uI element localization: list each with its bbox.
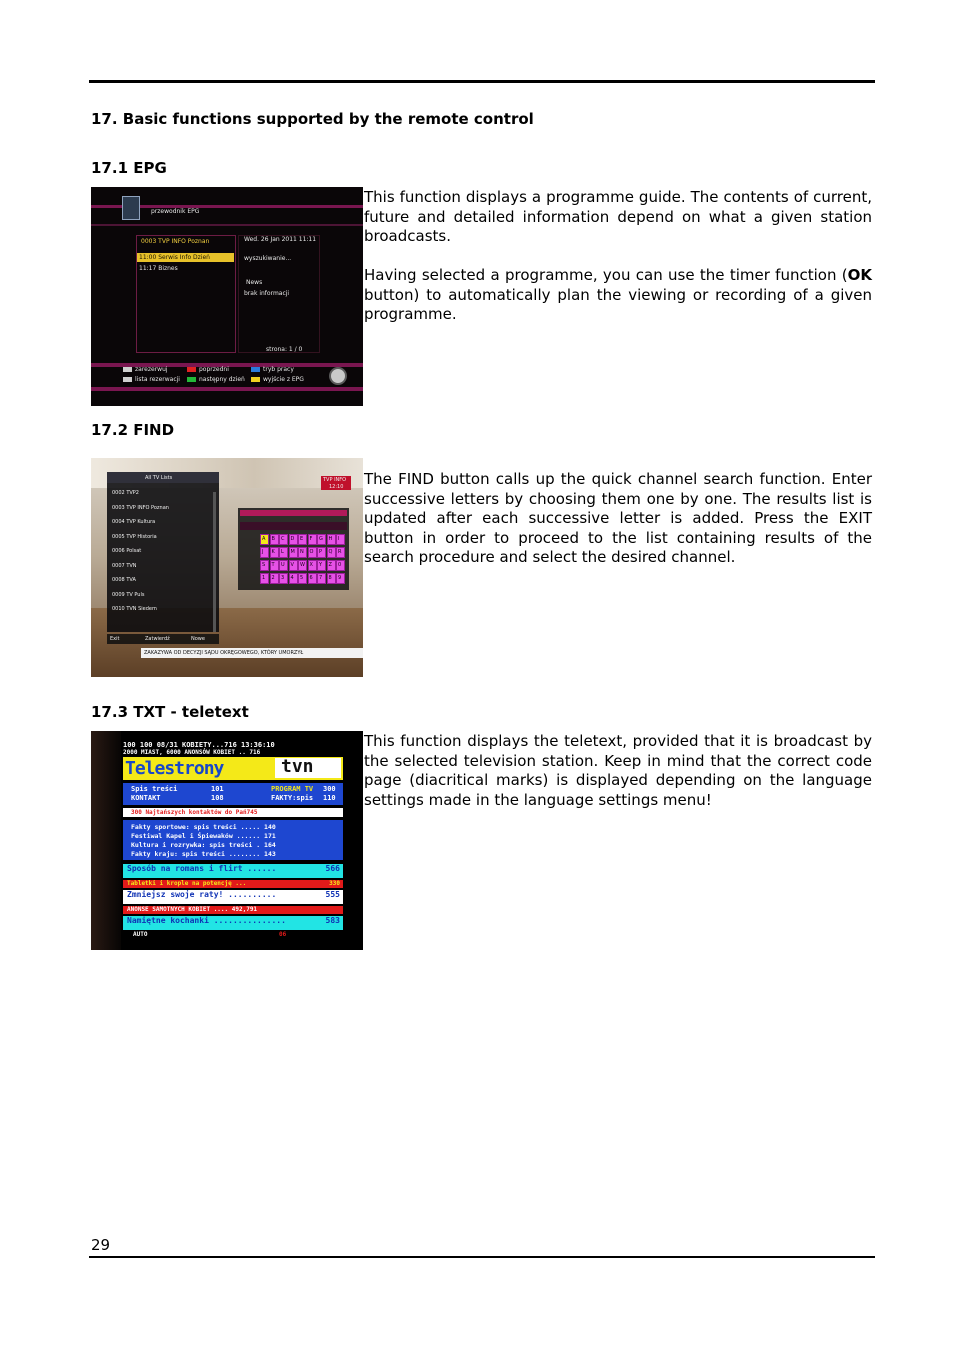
ttx-promo-label: Zmniejsz swoje raty! ..........	[127, 890, 277, 899]
keyboard-key-label: 8	[328, 575, 332, 581]
keyboard-key-label: Q	[328, 549, 333, 555]
epg-navigation-icon	[329, 367, 347, 385]
keyboard-key[interactable]	[260, 534, 269, 545]
epg-blue-key	[251, 367, 260, 372]
epg-programme-1[interactable]: 11:00 Serwis Info Dzień	[139, 254, 210, 261]
find-channel-row[interactable]: 0005 TVP Historia	[112, 533, 157, 540]
find-footer-0: Exit	[110, 636, 120, 642]
keyboard-key[interactable]	[317, 560, 326, 571]
ttx-promo-band[interactable]	[123, 890, 343, 904]
epg-footer-2: poprzedni	[199, 366, 229, 373]
keyboard-key[interactable]	[327, 560, 336, 571]
keyboard-key-label: J	[262, 549, 264, 555]
ttx-brand-logo-box	[275, 758, 341, 778]
find-logo-time: 12:10	[329, 484, 344, 490]
keyboard-key-label: 3	[281, 575, 285, 581]
find-channel-row[interactable]: 0009 TV Puls	[112, 591, 145, 598]
find-channel-row[interactable]: 0010 TVN Siedem	[112, 606, 157, 612]
bottom-rule	[89, 1256, 875, 1258]
keyboard-key-label: 4	[290, 575, 294, 581]
epg-tv-icon	[122, 196, 140, 220]
keyboard-key-label: 5	[300, 575, 304, 581]
keyboard-key-label: M	[290, 549, 295, 555]
keyboard-key[interactable]	[336, 547, 345, 558]
keyboard-key[interactable]	[260, 560, 269, 571]
ttx-toc-row[interactable]: Festiwal Kapel i Śpiewaków ...... 171	[131, 832, 276, 840]
ttx-index-3-label[interactable]: KONTAKT	[131, 794, 161, 802]
keyboard-key[interactable]	[327, 573, 336, 584]
epg-green-key	[187, 377, 196, 382]
ttx-promo-page: 330	[329, 880, 340, 887]
epg-yellow-key	[251, 377, 260, 382]
find-channel-row[interactable]: 0007 TVN	[112, 562, 137, 569]
ttx-promo-page: 583	[325, 916, 340, 925]
chapter-heading: 17. Basic functions supported by the remote control	[91, 110, 534, 128]
ok-key-label: OK	[847, 266, 872, 284]
keyboard-key[interactable]	[260, 547, 269, 558]
keyboard-key[interactable]	[289, 534, 298, 545]
epg-paragraph-1: This function displays a programme guide. The contents of current, future and detailed information depend on what a given station broadcasts.	[364, 188, 872, 245]
txt-paragraph: This function displays the teletext, provided that it is broadcast by the selected television station. Keep in mind that the correct code page (diacritical marks) is displayed depending on the language settings made in the language settings menu!	[364, 732, 872, 809]
keyboard-key[interactable]	[298, 560, 307, 571]
keyboard-key-label: B	[271, 536, 275, 542]
keyboard-key-label: O	[309, 549, 314, 555]
find-screenshot	[91, 458, 363, 677]
keyboard-key[interactable]	[327, 534, 336, 545]
epg-programme-2[interactable]: 11:17 Biznes	[139, 265, 178, 272]
keyboard-key-label: I	[338, 536, 340, 542]
ttx-index-2-label[interactable]: PROGRAM TV	[271, 785, 314, 793]
epg-channel: 0003 TVP INFO Poznan	[141, 238, 210, 245]
epg-red-key	[187, 367, 196, 372]
ttx-toc-row[interactable]: Kultura i rozrywka: spis treści . 164	[131, 841, 276, 849]
ttx-index-2-page[interactable]: 300	[323, 785, 336, 793]
epg-info-1: News	[246, 279, 263, 286]
find-keyboard	[238, 508, 349, 590]
find-channel-logo	[321, 476, 351, 490]
ttx-left-edge	[91, 731, 121, 950]
find-ticker	[141, 648, 363, 658]
keyboard-key-label: Y	[319, 562, 323, 568]
keyboard-key-label: N	[300, 549, 304, 555]
keyboard-key-label: 2	[271, 575, 275, 581]
teletext-screenshot	[91, 731, 363, 950]
find-footer-1: Zatwierdź	[145, 636, 170, 642]
epg-footer-1: lista rezerwacji	[135, 376, 180, 383]
find-footer	[107, 634, 219, 644]
top-rule	[89, 80, 875, 83]
keyboard-key-label: D	[290, 536, 295, 542]
epg-footer-3: następny dzień	[199, 376, 245, 383]
ttx-bottom-left: AUTO	[133, 931, 148, 938]
keyboard-key[interactable]	[336, 573, 345, 584]
find-scrollbar[interactable]	[213, 492, 216, 632]
keyboard-key[interactable]	[279, 534, 288, 545]
keyboard-key-label: K	[271, 549, 275, 555]
keyboard-key[interactable]	[270, 573, 279, 584]
epg-title: przewodnik EPG	[151, 208, 200, 215]
epg-info-2: brak informacji	[244, 290, 290, 297]
keyboard-key[interactable]	[270, 560, 279, 571]
keyboard-key[interactable]	[317, 534, 326, 545]
keyboard-key[interactable]	[308, 560, 317, 571]
keyboard-key-label: T	[271, 562, 275, 568]
epg-footer-0: zarezerwuj	[135, 366, 168, 373]
epg-status: wyszukiwanie...	[244, 255, 292, 262]
find-channel-row[interactable]: 0006 Polsat	[112, 548, 142, 554]
keyboard-key-label: 7	[319, 575, 323, 581]
keyboard-key-label: F	[309, 536, 313, 542]
keyboard-key[interactable]	[317, 573, 326, 584]
ttx-promo-page: 555	[325, 890, 340, 899]
keyboard-key[interactable]	[270, 547, 279, 558]
keyboard-key[interactable]	[298, 547, 307, 558]
section-title-find: 17.2 FIND	[91, 421, 175, 439]
keyboard-key-label: P	[319, 549, 323, 555]
keyboard-key[interactable]	[327, 547, 336, 558]
ttx-promo-label: Sposób na romans i flirt ......	[127, 864, 277, 873]
keyboard-key[interactable]	[308, 534, 317, 545]
epg-key-menu	[123, 377, 132, 382]
keyboard-key-label: R	[338, 549, 342, 555]
keyboard-key-label: A	[262, 536, 266, 542]
find-search-field[interactable]	[240, 522, 347, 530]
keyboard-key-label: H	[328, 536, 333, 542]
epg-footer-4: tryb pracy	[263, 366, 294, 373]
keyboard-key-label: V	[290, 562, 294, 568]
find-channel-row[interactable]: 0004 TVP Kultura	[112, 519, 156, 525]
epg-footer-5: wyjście z EPG	[263, 376, 304, 383]
ttx-header: 100 100 08/31 KOBIETY...716 13:36:10	[123, 741, 275, 749]
keyboard-key-label: W	[300, 562, 305, 568]
ttx-promo-label: Tabletki i krople na potencję ...	[127, 880, 247, 887]
keyboard-key[interactable]	[289, 560, 298, 571]
find-logo-text: TVP INFO	[323, 477, 347, 483]
ttx-promo-band[interactable]	[123, 864, 343, 878]
keyboard-key-label: S	[262, 562, 266, 568]
ttx-index-4-page[interactable]: 110	[323, 794, 336, 802]
ttx-promo-label: ANONSE SAMOTNYCH KOBIET .... 492,791	[127, 906, 258, 913]
ttx-brand: Telestrony	[125, 758, 224, 779]
find-channel-list	[107, 472, 219, 632]
find-list-title: All TV Lists	[145, 475, 173, 481]
keyboard-key-label: 0	[338, 562, 342, 568]
keyboard-key-label: E	[300, 536, 304, 542]
ttx-index-1-label[interactable]: Spis treści	[131, 785, 178, 793]
ttx-index-4-label[interactable]: FAKTY:spis	[271, 794, 314, 802]
section-title-epg: 17.1 EPG	[91, 159, 167, 177]
ttx-brand-band	[123, 757, 343, 780]
keyboard-key-label: G	[319, 536, 323, 542]
ttx-subheader: 2000 MIAST, 6000 ANONSÓW KOBIET .. 716	[123, 749, 261, 756]
epg-paragraph-2	[364, 266, 872, 325]
keyboard-key-label: 1	[262, 575, 266, 581]
epg-screenshot	[91, 187, 363, 406]
ttx-promo-label: Namiętne kochanki ...............	[127, 916, 286, 925]
ttx-toc-row[interactable]: Fakty sportowe: spis treści ..... 140	[131, 823, 276, 831]
keyboard-key[interactable]	[289, 573, 298, 584]
keyboard-key-label: 9	[338, 575, 342, 581]
keyboard-key[interactable]	[336, 534, 345, 545]
keyboard-key-label: C	[281, 536, 285, 542]
epg-bottom-bar-2	[91, 387, 363, 391]
ttx-index-1-page[interactable]: 101	[211, 785, 224, 793]
ttx-promo-band[interactable]	[123, 916, 343, 930]
find-paragraph: The FIND button calls up the quick channel search function. Enter successive letters by choosing them one by one. The results list is updated after each successive letter is added. Press the EXIT button in order to proceed to the list containing results of the search procedure and select the desired channel.	[364, 470, 872, 566]
epg-date: Wed. 26 Jan 2011 11:11	[244, 236, 317, 243]
keyboard-key-label: 6	[309, 575, 313, 581]
keyboard-key[interactable]	[336, 560, 345, 571]
ttx-promo-band[interactable]	[123, 906, 343, 914]
find-channel-row[interactable]: 0008 TVA	[112, 577, 136, 583]
keyboard-key-label: X	[309, 562, 313, 568]
keyboard-key[interactable]	[279, 573, 288, 584]
find-ticker-text: ZAKAZYWA OD DECYZJI SĄDU OKRĘGOWEGO, KTÓRY UMORZYŁ	[144, 650, 304, 656]
keyboard-key[interactable]	[298, 573, 307, 584]
keyboard-key[interactable]	[289, 547, 298, 558]
find-channel-row[interactable]: 0003 TVP INFO Poznan	[112, 504, 169, 511]
keyboard-key[interactable]	[279, 547, 288, 558]
keyboard-key-label: U	[281, 562, 285, 568]
find-kb-header	[240, 510, 347, 516]
keyboard-key[interactable]	[308, 573, 317, 584]
epg-divider	[91, 224, 363, 226]
find-footer-2: Nowe	[191, 636, 205, 642]
ttx-ad-line: 300 Najtańszych kontaktów do Pań745	[131, 809, 258, 816]
epg-key-ok	[123, 367, 132, 372]
keyboard-key-label: Z	[328, 562, 332, 568]
epg-paragraph-2-b: button) to automatically plan the viewing or recording of a given programme.	[364, 285, 872, 323]
section-title-txt: 17.3 TXT - teletext	[91, 703, 249, 721]
keyboard-key[interactable]	[317, 547, 326, 558]
find-channel-row[interactable]: 0002 TVP2	[112, 490, 139, 496]
ttx-index-3-page[interactable]: 108	[211, 794, 224, 802]
epg-paragraph-2-a: Having selected a programme, you can use the timer function (	[364, 266, 848, 284]
keyboard-key-label: L	[281, 549, 284, 555]
keyboard-key[interactable]	[308, 547, 317, 558]
ttx-bottom-mid: 06	[279, 931, 287, 938]
keyboard-key[interactable]	[279, 560, 288, 571]
page-number: 29	[91, 1236, 111, 1254]
epg-page: strona: 1 / 0	[266, 346, 303, 353]
ttx-promo-band[interactable]	[123, 880, 343, 888]
ttx-promo-page: 566	[325, 864, 340, 873]
ttx-brand-logo: tvn	[281, 756, 314, 777]
ttx-toc-row[interactable]: Fakty kraju: spis treści ........ 143	[131, 850, 276, 858]
keyboard-key[interactable]	[270, 534, 279, 545]
keyboard-key[interactable]	[260, 573, 269, 584]
keyboard-key[interactable]	[298, 534, 307, 545]
